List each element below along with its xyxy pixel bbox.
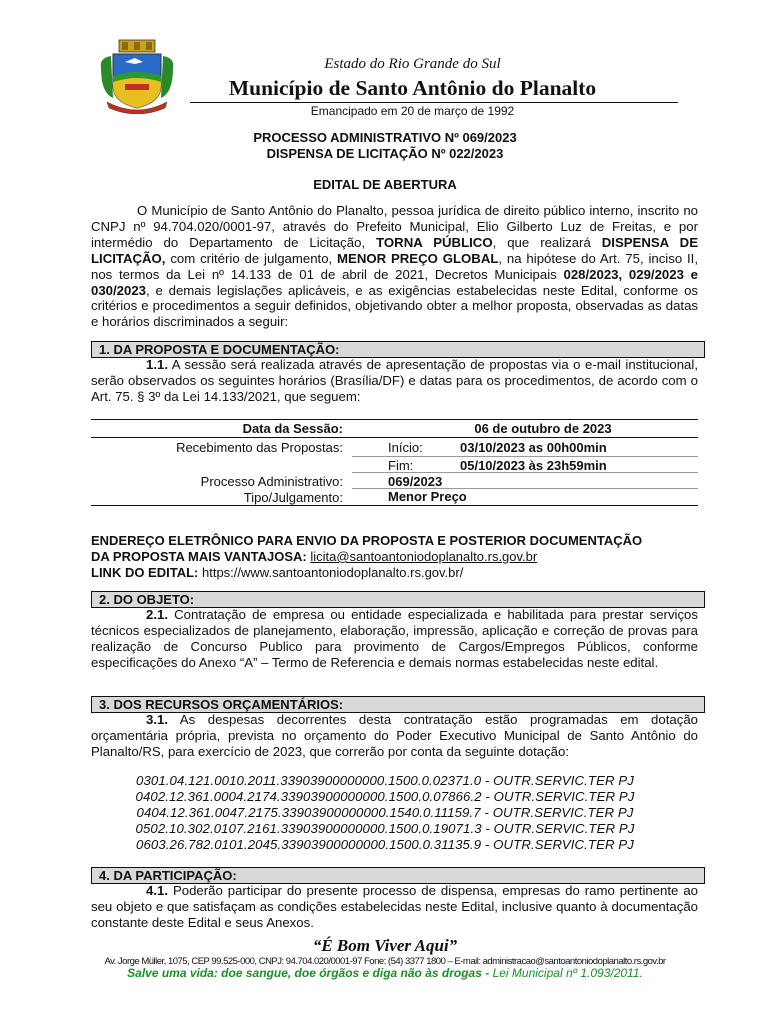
process-value: 069/2023 — [388, 474, 443, 489]
dispensa-number: DISPENSA DE LICITAÇÃO Nº 022/2023 — [266, 146, 504, 161]
schedule-row-rule — [352, 456, 698, 457]
section-4-title: 4. DA PARTICIPAÇÃO: — [91, 867, 705, 884]
type-label: Tipo/Julgamento: — [243, 490, 343, 505]
dotacao-line: 0402.12.361.0004.2174.33903900000000.1500.0.07866.2 - OUTR.SERVIC.TER PJ — [135, 789, 635, 804]
dotacao-line: 0404.12.361.0047.2175.33903900000000.1540.0.11159.7 - OUTR.SERVIC.TER PJ — [136, 805, 634, 820]
dotacao-line: 0301.04.121.0010.2011.33903900000000.1500.0.02371.0 - OUTR.SERVIC.TER PJ — [136, 773, 634, 788]
header-divider — [190, 102, 678, 103]
schedule-top-rule — [91, 419, 698, 420]
footer-slogan: Salve uma vida: doe sangue, doe órgãos e diga não às drogas - Lei Municipal nº 1.093/2011. — [127, 966, 643, 980]
contact-heading-2-line: DA PROPOSTA MAIS VANTAJOSA: licita@santoantoniodoplanalto.rs.gov.br — [91, 549, 538, 564]
intro-paragraph: O Município de Santo Antônio do Planalto, pessoa jurídica de direito público interno, inscrito no CNPJ nº 94.704.020/0001-97, através do Prefeito Municipal, Elio Gilberto Luz de Freitas, e por intermédio do Departamento de Licitação, TORNA PÚBLICO, que realizará DISPENSA DE LICITAÇÃO, com critério de julgamento, MENOR PREÇO GLOBAL, na hipótese do Art. 75, inciso II, nos termos da Lei nº 14.133 de 01 de abril de 2021, Decretos Municipais 028/2023, 029/2023 e 030/2023, e demais legislações aplicáveis, e as exigências estabelecidas neste Edital, conforme os critérios e procedimentos a seguir definidos, objetivando obter a melhor proposta, observadas as datas e horários discriminados a seguir: — [91, 203, 699, 330]
edital-title: EDITAL DE ABERTURA — [313, 177, 457, 192]
start-label: Início: — [388, 440, 423, 455]
process-label: Processo Administrativo: — [200, 474, 343, 489]
schedule-bottom-rule — [91, 505, 698, 506]
receipt-label: Recebimento das Propostas: — [176, 440, 343, 455]
municipality-name: Município de Santo Antônio do Planalto — [228, 76, 597, 100]
contact-heading-1: ENDEREÇO ELETRÔNICO PARA ENVIO DA PROPOSTA E POSTERIOR DOCUMENTAÇÃO — [91, 533, 643, 548]
footer-address: Av. Jorge Müller, 1075, CEP 99.525-000, CNPJ: 94.704.020/0001-97 Fone: (54) 3377 1800 – E-mail: administracao@santoantoniodoplanalto.rs.gov.br — [104, 956, 666, 967]
section-4-text: 4.1. Poderão participar do presente processo de dispensa, empresas do ramo pertinente ao seu objeto e que satisfaçam as condições estabelecidas neste Edital, inclusive quanto à documentação constante deste Edital e seus Anexos. — [91, 883, 698, 930]
process-number: PROCESSO ADMINISTRATIVO Nº 069/2023 — [253, 130, 517, 145]
end-value: 05/10/2023 às 23h59min — [460, 458, 607, 473]
schedule-row-rule — [352, 472, 698, 473]
session-date-value: 06 de outubro de 2023 — [474, 421, 612, 436]
end-label: Fim: — [388, 458, 414, 473]
state-name: Estado do Rio Grande do Sul — [324, 56, 501, 72]
edital-link[interactable]: https://www.santoantoniodoplanalto.rs.gov.br/ — [201, 565, 464, 580]
section-2-text: 2.1. Contratação de empresa ou entidade especializada e habilitada para prestar serviços técnicos especializados de planejamento, elaboração, impressão, aplicação e correção de provas para realização de Concurso Publico para provimento de Cargos/Empregos Públicos, conforme especificações do Anexo “A” – Termo de Referencia e demais normas estabelecidas neste edital. — [91, 607, 698, 670]
edital-link-line: LINK DO EDITAL: https://www.santoantoniodoplanalto.rs.gov.br/ — [91, 565, 464, 580]
section-3-title: 3. DOS RECURSOS ORÇAMENTÁRIOS: — [91, 696, 705, 713]
section-2-title: 2. DO OBJETO: — [91, 591, 705, 608]
emancipation-date: Emancipado em 20 de março de 1992 — [310, 104, 515, 118]
schedule-session-rule — [91, 437, 698, 438]
footer-motto: “É Bom Viver Aqui” — [312, 936, 458, 955]
type-value: Menor Preço — [388, 489, 467, 504]
section-1-text: 1.1. A sessão será realizada através de apresentação de propostas via o e-mail institucional, serão observados os seguintes horários (Brasília/DF) e datas para os procedimentos, de acordo com o Art. 75. § 3º da Lei 14.133/2021, que seguem: — [91, 357, 698, 404]
schedule-row-rule — [352, 488, 698, 489]
start-value: 03/10/2023 as 00h00min — [460, 440, 607, 455]
dotacao-line: 0502.10.302.0107.2161.33903900000000.1500.0.19071.3 - OUTR.SERVIC.TER PJ — [135, 821, 635, 836]
dotacao-line: 0603.26.782.0101.2045.33903900000000.1500.0.31135.9 - OUTR.SERVIC.TER PJ — [136, 837, 634, 852]
session-date-label: Data da Sessão: — [242, 421, 343, 436]
section-3-text: 3.1. As despesas decorrentes desta contratação estão programadas em dotação orçamentária própria, prevista no orçamento do Poder Executivo Municipal de Santo Antônio do Planalto/RS, para exercício de 2023, que correrão por conta da seguinte dotação: — [91, 712, 698, 759]
section-1-title: 1. DA PROPOSTA E DOCUMENTAÇÃO: — [91, 341, 705, 358]
email-link[interactable]: licita@santoantoniodoplanalto.rs.gov.br — [310, 549, 538, 564]
